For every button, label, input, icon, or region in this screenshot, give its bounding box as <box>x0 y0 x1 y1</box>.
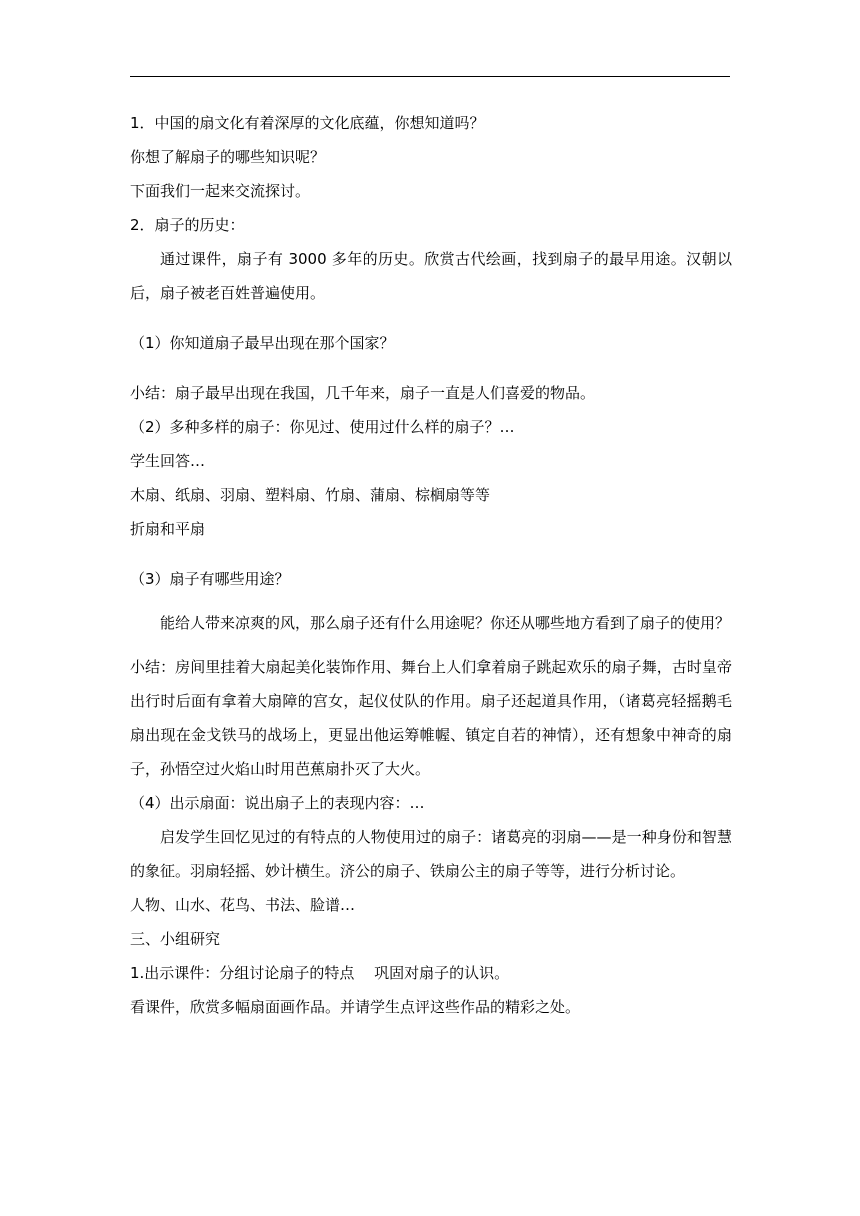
uses-paragraph: 能给人带来凉爽的风，那么扇子还有什么用途呢？你还从哪些地方看到了扇子的使用？ <box>160 614 731 632</box>
intro-discussion: 下面我们一起来交流探讨。 <box>130 182 311 200</box>
fan-categories: 折扇和平扇 <box>130 520 206 538</box>
fan-subjects: 人物、山水、花鸟、书法、脸谱… <box>130 896 356 914</box>
figures-paragraph: 启发学生回忆见过的有特点的人物使用过的扇子：诸葛亮的羽扇——是一种身份和智慧的象征。羽扇轻摇、妙计横生。济公的扇子、铁扇公主的扇子等等，进行分析讨论。 <box>130 828 732 880</box>
history-paragraph: 通过课件，扇子有 3000 多年的历史。欣赏古代绘画，找到扇子的最早用途。汉朝以后，扇子被老百姓普遍使用。 <box>130 250 732 302</box>
document-body <box>130 106 732 1024</box>
summary-2: 小结：房间里挂着大扇起美化装饰作用、舞台上人们拿着扇子跳起欢乐的扇子舞，古时皇帝出行时后面有拿着大扇障的宫女，起仪仗队的作用。扇子还起道具作用，（诸葛亮轻摇鹅毛扇出现在金戈铁马的战场上，更显出他运筹帷幄、镇定自若的神情），还有想象中神奇的扇子，孙悟空过火焰山时用芭蕉扇扑灭了大火。 <box>130 658 732 778</box>
fan-types: 木扇、纸扇、羽扇、塑料扇、竹扇、蒲扇、棕榈扇等等 <box>130 486 491 504</box>
question-3: （3）扇子有哪些用途？ <box>130 570 290 588</box>
group-study-item-2: 看课件，欣赏多幅扇面画作品。并请学生点评这些作品的精彩之处。 <box>130 998 581 1016</box>
question-2: （2）多种多样的扇子：你见过、使用过什么样的扇子？… <box>130 418 515 436</box>
summary-1: 小结：扇子最早出现在我国，几千年来，扇子一直是人们喜爱的物品。 <box>130 384 596 402</box>
student-answer: 学生回答… <box>130 452 206 470</box>
intro-question: 1．中国的扇文化有着深厚的文化底蕴，你想知道吗？ <box>130 114 485 132</box>
section-group-study-heading: 三、小组研究 <box>130 930 221 948</box>
header-rule <box>130 76 730 77</box>
intro-prompt: 你想了解扇子的哪些知识呢？ <box>130 148 326 166</box>
group-study-item-1: 1.出示课件：分组讨论扇子的特点 巩固对扇子的认识。 <box>130 964 510 982</box>
question-1: （1）你知道扇子最早出现在那个国家？ <box>130 334 395 352</box>
section-history-heading: 2．扇子的历史： <box>130 216 245 234</box>
question-4: （4）出示扇面：说出扇子上的表现内容：… <box>130 794 425 812</box>
